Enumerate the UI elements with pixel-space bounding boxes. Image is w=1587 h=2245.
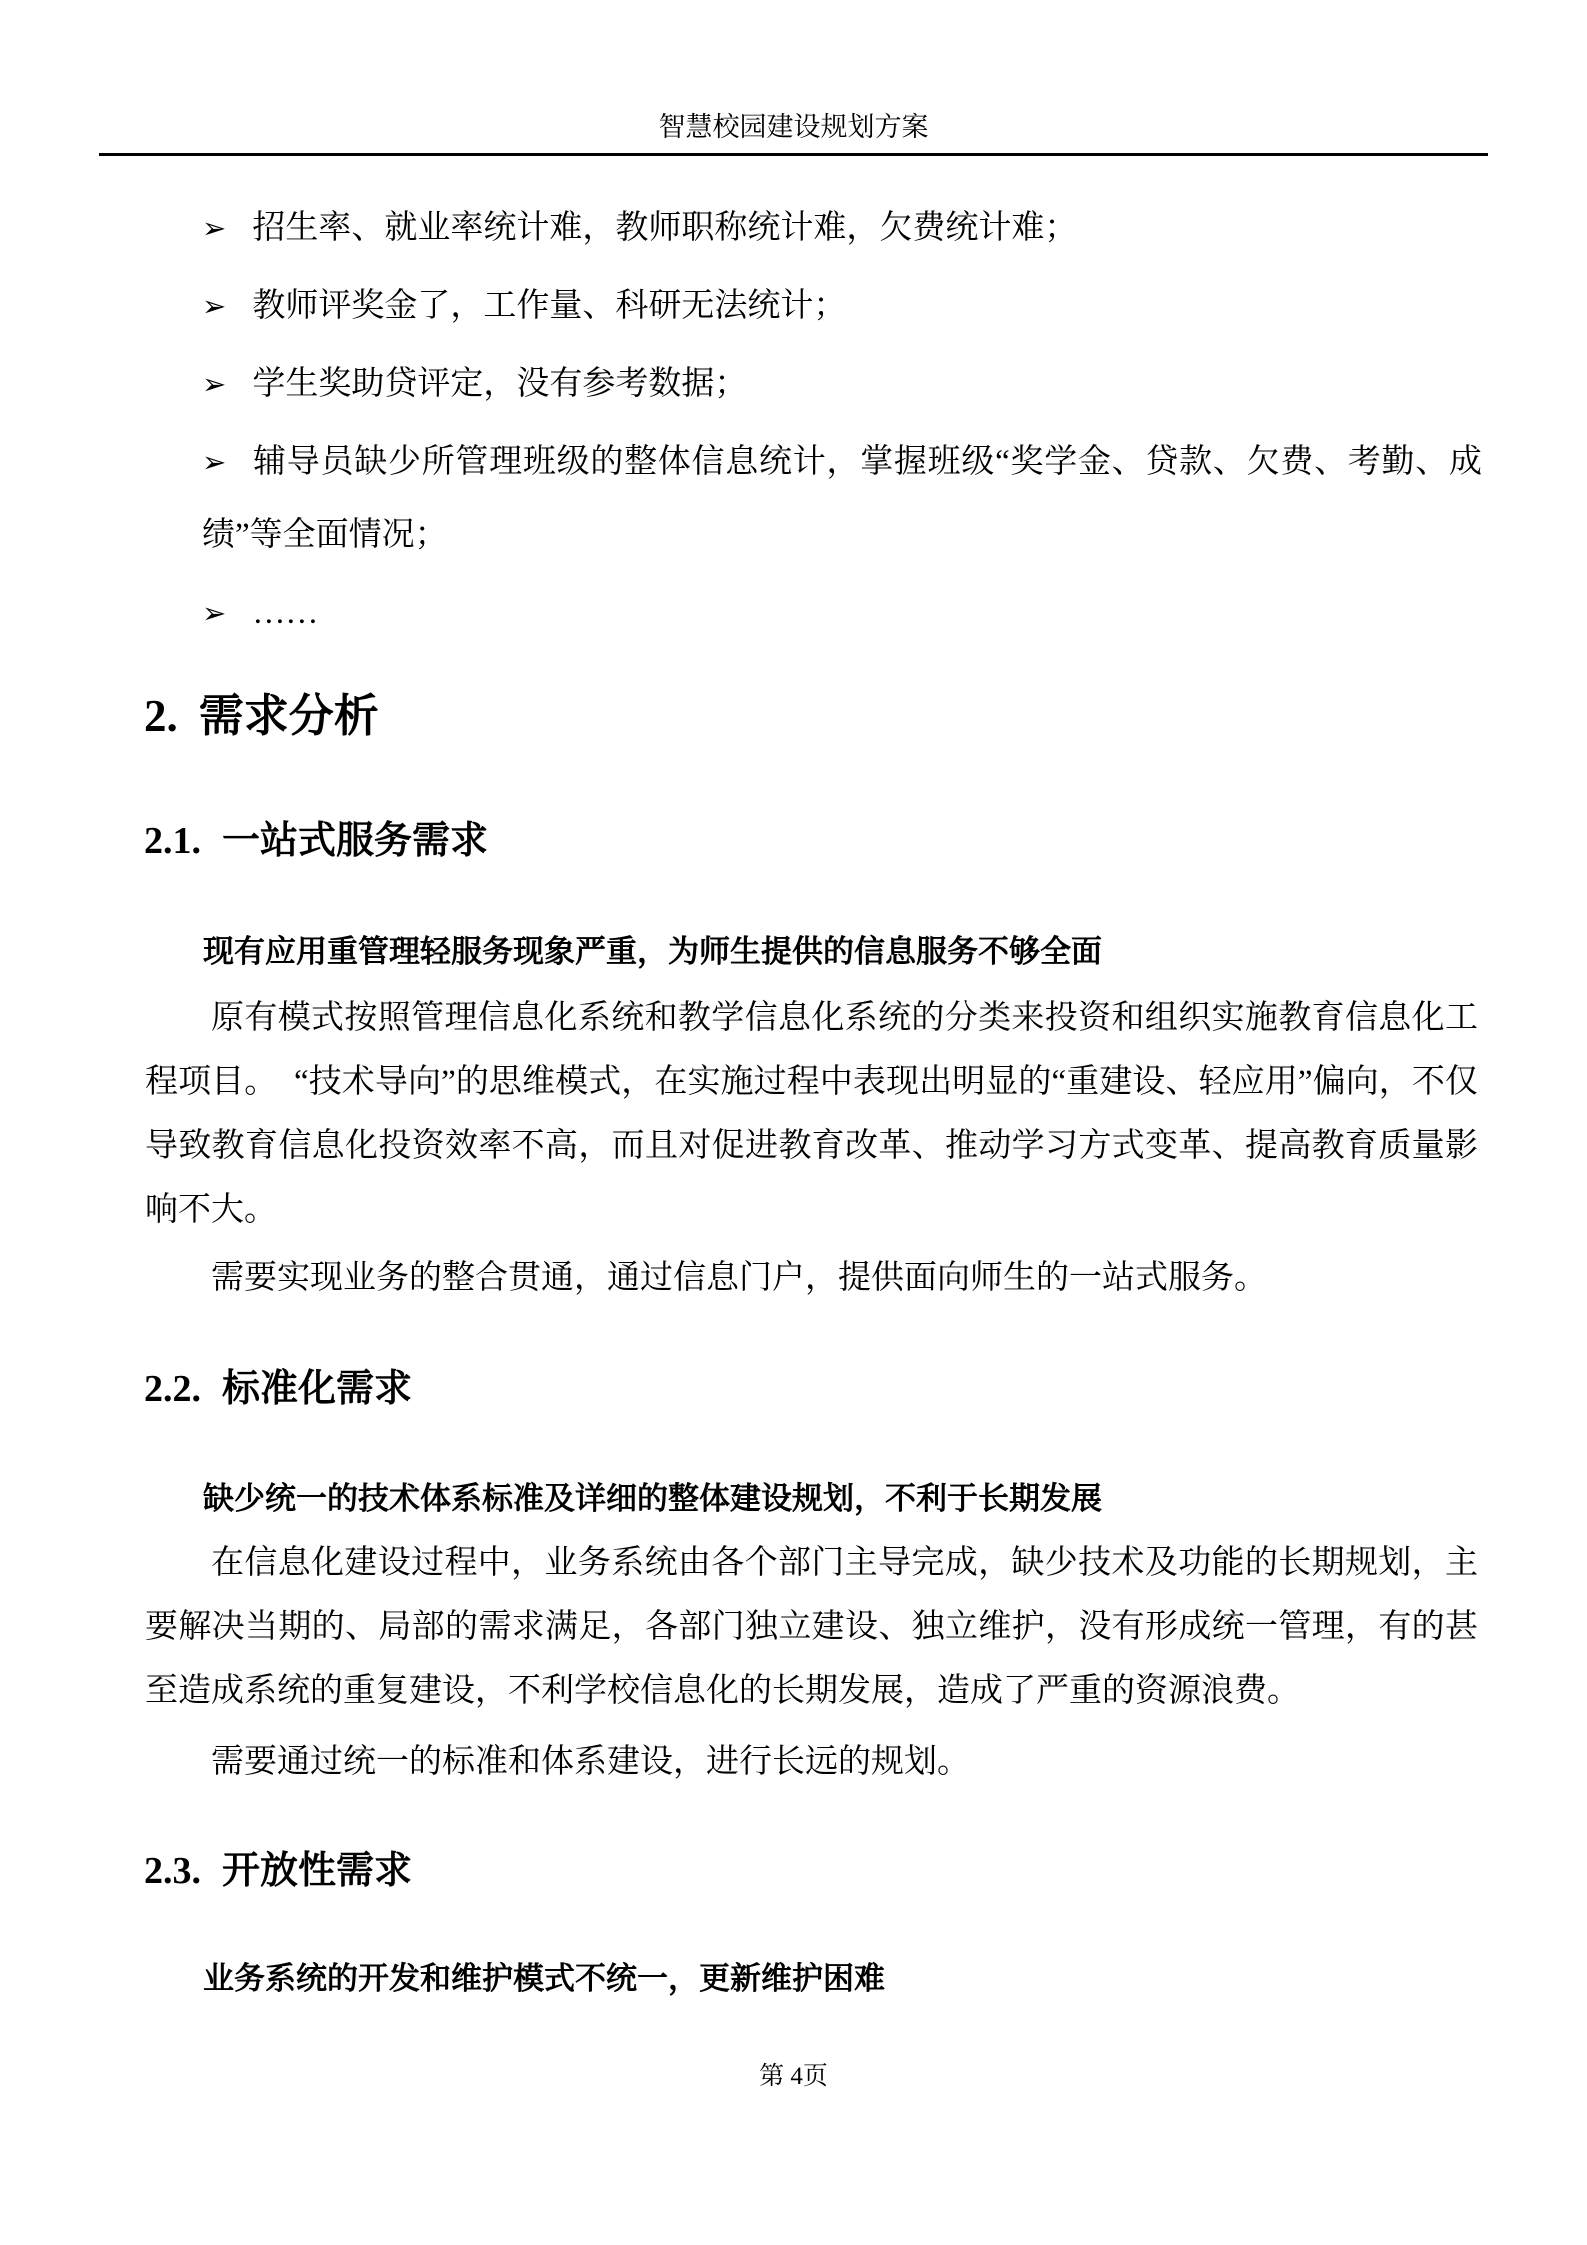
bullet-text: 教师评奖金了，工作量、科研无法统计； [252, 288, 847, 324]
body-paragraph: 需要通过统一的标准和体系建设，进行长远的规划。 [211, 1744, 970, 1780]
lead-paragraph: 现有应用重管理轻服务现象严重，为师生提供的信息服务不够全面 [203, 934, 1102, 969]
bullet-item [202, 192, 1482, 265]
body-paragraph: 在信息化建设过程中，业务系统由各个部门主导完成，缺少技术及功能的长期规划，主要解决当期的、局部的需求满足，各部门独立建设、独立维护，没有形成统一管理，有的甚至造成系统的重复建设，不利学校信息化的长期发展，造成了严重的资源浪费。 [145, 1545, 1478, 1709]
bullet-text: …… [252, 595, 319, 631]
header-divider [99, 153, 1488, 156]
bullet-item [202, 577, 1482, 650]
section-title: 开放性需求 [222, 1850, 413, 1892]
bullet-text: 辅导员缺少所管理班级的整体信息统计，掌握班级“奖学金、贷款、欠费、考勤、成绩”等全面情况； [202, 444, 1482, 553]
bullet-text: 招生率、就业率统计难，教师职称统计难，欠费统计难； [252, 210, 1078, 246]
page-header-title: 智慧校园建设规划方案 [658, 112, 929, 142]
bullet-item [202, 270, 1482, 343]
section-heading-standardization [144, 1366, 412, 1412]
body-paragraph: 需要实现业务的整合贯通，通过信息门户，提供面向师生的一站式服务。 [211, 1260, 1267, 1296]
section-title: 标准化需求 [222, 1368, 413, 1410]
bullet-item [202, 426, 1482, 572]
arrow-bullet-icon: ➢ [202, 367, 227, 401]
bullet-list [202, 192, 1482, 655]
section-number: 2.2. [144, 1368, 201, 1410]
lead-paragraph: 业务系统的开发和维护模式不统一，更新维护困难 [203, 1961, 885, 1996]
arrow-bullet-icon: ➢ [202, 596, 227, 630]
section-number: 2. [144, 691, 178, 741]
arrow-bullet-icon: ➢ [202, 445, 227, 479]
section-title: 需求分析 [198, 691, 379, 741]
section-heading-one-stop-service [144, 818, 488, 864]
section-title: 一站式服务需求 [222, 820, 489, 862]
page-footer [0, 2061, 1587, 2093]
section-number: 2.1. [144, 820, 201, 862]
section-heading-openness [144, 1848, 412, 1894]
page-number: 第 4页 [759, 2063, 828, 2090]
section-heading-requirements-analysis [144, 688, 379, 744]
bullet-text: 学生奖助贷评定，没有参考数据； [252, 366, 748, 402]
arrow-bullet-icon: ➢ [202, 289, 227, 323]
bullet-item [202, 348, 1482, 421]
lead-paragraph: 缺少统一的技术体系标准及详细的整体建设规划，不利于长期发展 [203, 1481, 1102, 1516]
arrow-bullet-icon: ➢ [202, 211, 227, 245]
body-paragraph: 原有模式按照管理信息化系统和教学信息化系统的分类来投资和组织实施教育信息化工程项目。 “技术导向”的思维模式，在实施过程中表现出明显的“重建设、轻应用”偏向，不仅导致教育信息化投资效率不高，而且对促进教育改革、推动学习方式变革、提高教育质量影响不大。 [145, 1000, 1478, 1228]
section-number: 2.3. [144, 1850, 201, 1892]
